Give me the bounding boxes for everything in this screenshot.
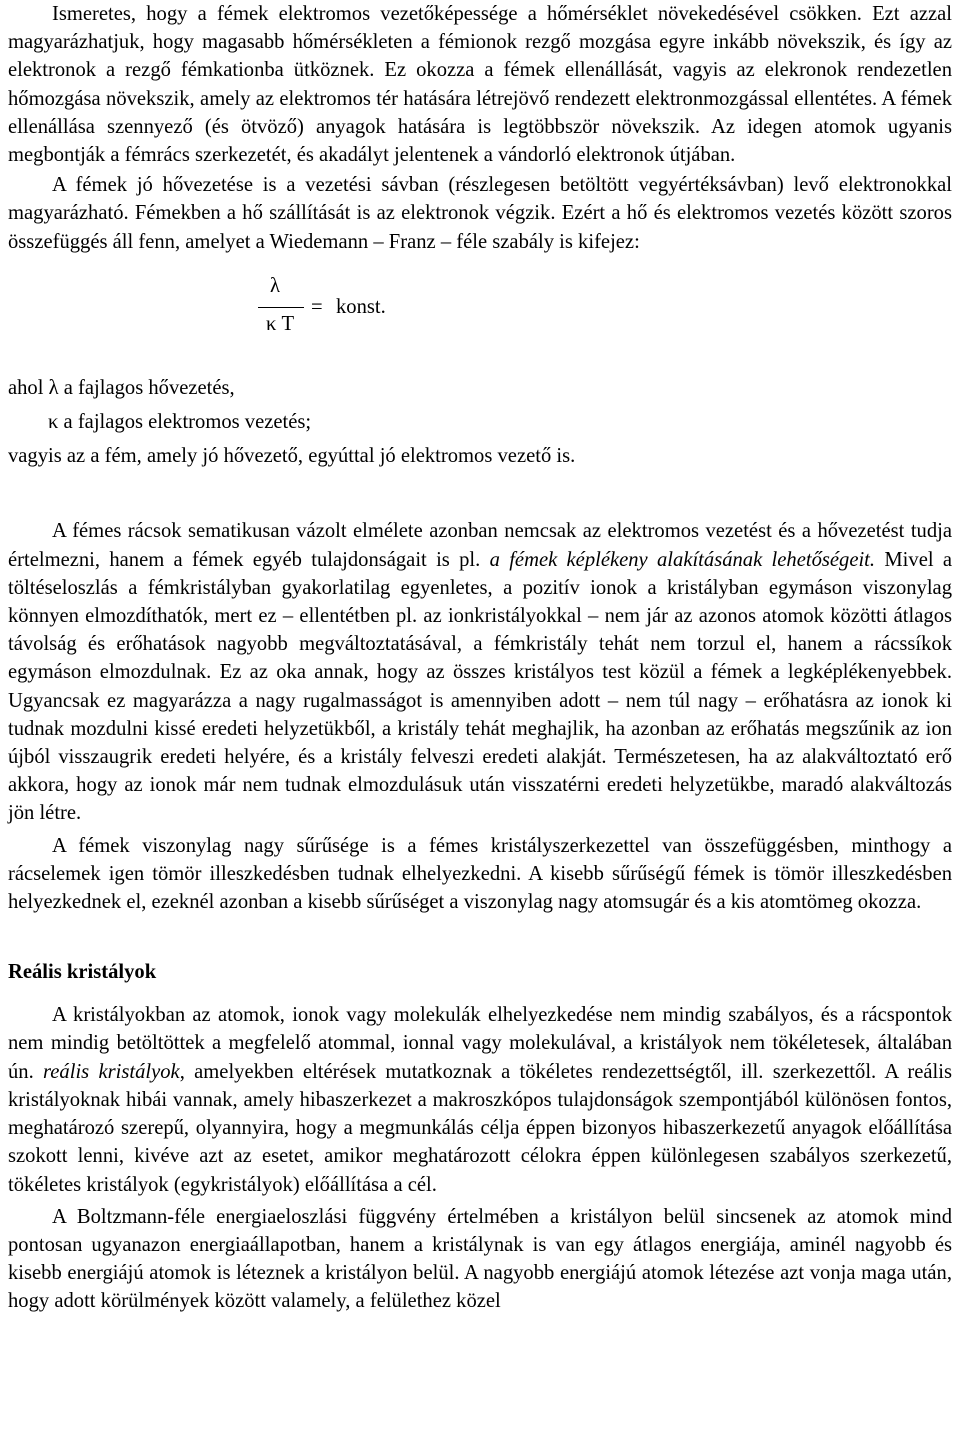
formula-rhs: konst. [336, 295, 386, 318]
section-heading: Reális kristályok [8, 961, 157, 984]
plasticity-text-a: A fémes rácsok sematikusan vázolt elmélete azonban nemcsak az elektromos vezetést és a hővezetést tudja értelmezni, hanem a fémek egyéb tulajdonságait is pl. [8, 520, 952, 571]
formula-denominator: κ T [266, 312, 295, 335]
paragraph-real-crystals [8, 1001, 952, 1198]
plasticity-italic: a fémek képlékeny alakításának lehetőségeit. [489, 548, 876, 571]
paragraph-density: A fémek viszonylag nagy sűrűsége is a fémes kristályszerkezettel van összefüggésben, minthogy a rácselemek igen tömör illeszkedésben tudnak elhelyezkedni. A kisebb sűrűségű fémek is tömör illeszkedésben helyezkednek el, ezeknél azonban a kisebb sűrűséget a viszonylag nagy atomsugár és a kis atomtömeg okozza. [8, 834, 952, 914]
definition-kappa: κ a fajlagos elektromos vezetés; [48, 411, 312, 434]
paragraph-conductivity: Ismeretes, hogy a fémek elektromos vezetőképessége a hőmérséklet növekedésével csökken. Ezt azzal magyarázhatjuk, hogy magasabb hőmérsékleten a fémionok rezgő mozgása egyre inkább növekszik, és így az elektronok a rezgő fémkationba ütköznek. Ez okozza a fémek ellenállását, vagyis az elekronok rendezetlen hőmozgása növekszik, amely az elektromos tér hatására létrejövő rendezett elektronmozgással ellentétes. A fémek ellenállása szennyező (és ötvöző) anyagok hatására is legtöbbször növekszik. Az idegen atomok ugyanis megbontják a fémrács szerkezetét, és akadályt jelentenek a vándorló elektronok útjában. [8, 3, 952, 167]
definition-conclusion: vagyis az a fém, amely jó hővezető, egyúttal jó elektromos vezető is. [8, 445, 576, 468]
definition-lambda: ahol λ a fajlagos hővezetés, [8, 376, 235, 399]
fraction-bar [258, 307, 304, 308]
paragraph-plasticity [8, 517, 952, 827]
formula-equals: = [311, 295, 323, 318]
formula-numerator: λ [270, 274, 280, 297]
real-crystals-text-a: A kristályokban az atomok, ionok vagy molekulák elhelyezkedése nem mindig szabályos, és a rácspontok nem mindig betöltöttek a megfelelő atommal, ionnal vagy molekulával, a kristályok nem tökéletesek, általában ún. [8, 1004, 952, 1083]
real-crystals-text-b: , amelyekben eltérések mutatkoznak a tökéletes rendezettségtől, ill. szerkezettől. A reális kristályoknak hibái vannak, amely hibaszerkezet a makroszkópos tulajdonságok szempontjából különösen fontos, meghatározó szerepű, olyannyira, hogy a megmunkálás célja éppen bizonyos hibaszerkezetű anyagok előállítása szokott lenni, kivéve azt az esetet, amikor meghatározott célokra éppen különlegesen szabályos szerkezetű, tökéletes kristályok (egykristályok) előállítása a cél. [8, 1060, 952, 1196]
wiedemann-franz-formula [8, 272, 952, 338]
plasticity-text-b: Mivel a töltéseloszlás a fémkristályban gyakorlatilag egyenletes, a pozitív ionok a kristályban egymáson viszonylag könnyen elmozdíthatók, mert ez – ellentétben pl. az ionkristályokkal – nem jár az azonos atomok közötti átlagos távolság és erőhatások nagyobb megváltoztatásával, a fémkristály tehát nem torzul el, hanem a rácssíkok egymáson elmozdulnak. Ez az oka annak, hogy az összes kristályos test közül a fémek a legképlékenyebbek. Ugyancsak ez magyarázza a nagy rugalmasságot is amennyiben adott – nem túl nagy – erőhatásra az ionok ki tudnak mozdulni kissé eredeti helyzetükből, a kristály tehát meghajlik, ha azonban az erőhatás megszűnik az ion újból visszaugrik eredeti helyére, és a kristály felveszi eredeti alakját. Természetesen, ha az alakváltoztató erő akkora, hogy az ionok már nem tudnak elmozdulásuk után visszatérni eredeti helyzetükbe, maradó alakváltozás jön létre. [8, 548, 953, 825]
formula-definitions [8, 374, 952, 471]
paragraph-boltzmann: A Boltzmann-féle energiaeloszlási függvény értelmében a kristályon belül sincsenek az atomok mind pontosan ugyanazon energiaállapotban, hanem a kristálynak is van egy átlagos energiája, aminél nagyobb és kisebb energiájú atomok is léteznek a kristályon belül. A nagyobb energiájú atomok létezése azt vonja maga után, hogy adott körülmények között valamely, a felülethez közel [8, 1205, 952, 1313]
real-crystals-italic: reális kristályok [43, 1060, 180, 1083]
paragraph-thermal-conduction: A fémek jó hővezetése is a vezetési sávban (részlegesen betöltött vegyértéksávban) levő elektronokkal magyarázható. Fémekben a hő szállítását is az elektronok végzik. Ezért a hő és elektromos vezetés között szoros összefüggés áll fenn, amelyet a Wiedemann – Franz – féle szabály is kifejez: [8, 174, 952, 253]
